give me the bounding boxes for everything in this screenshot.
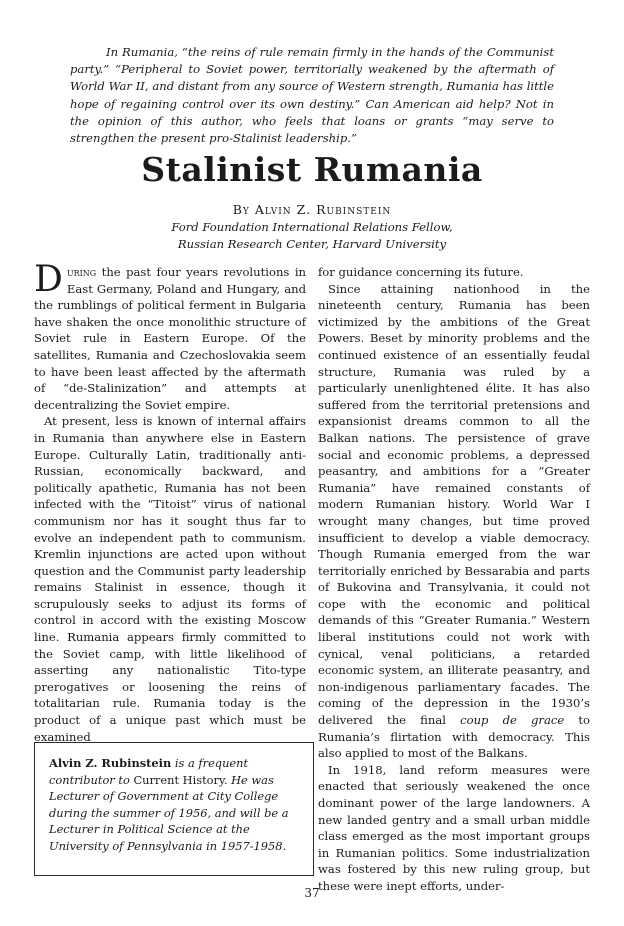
paragraph-3-italic: coup de grace [460, 713, 565, 728]
paragraph-3-text-b: to Rumania’s flirtation with democracy. This also applied to most of the Balkans. [318, 713, 590, 761]
author-byline: By Alvin Z. Rubinstein [232, 202, 392, 217]
intro-summary [70, 44, 554, 147]
author-affiliation [0, 219, 624, 253]
bio-text-2: He was Lecturer of Government at City College during the summer of 1956, and will be a Lecturer in Political Science at the University of Pennsylvania in 1957-1958. [49, 772, 289, 853]
right-column [318, 264, 590, 895]
intro-text: In Rumania, “the reins of rule remain firmly in the hands of the Communist party.” “Peripheral to Soviet power, territorially weakened by the aftermath of World War II, and distant from any source of Western strength, Rumania has little hope of regaining control over its own destiny.” Can American aid help? Not in the opinion of this author, who feels that loans or grants “may serve to strengthen the present pro-Stalinist leadership.” [70, 45, 554, 146]
paragraph-2: At present, less is known of internal affairs in Rumania than anywhere else in Eastern Europe. Culturally Latin, traditionally anti-Russian, economically backward, and politically apathetic, Rumania has not been infected with the “Titoist” virus of national communism nor has it sought thus far to evolve an independent path to communism. Kremlin injunctions are acted upon without question and the Communist party leadership remains Stalinist in essence, though it scrupulously seeks to adjust its forms of control in accord with the existing Moscow line. Rumania appears firmly committed to the Soviet camp, with little likelihood of asserting any nationalistic Tito-type prerogatives or loosening the reins of totalitarian rule. Rumania today is the product of a unique past which must be examined [34, 414, 306, 744]
bio-magazine: Current History. [133, 772, 228, 787]
bio-author-name: Alvin Z. Rubinstein [49, 756, 172, 770]
paragraph-1-smallcaps: uring [66, 265, 97, 279]
paragraph-1-text: the past four years revolutions in East Germany, Poland and Hungary, and the rumblings of political ferment in Bulgaria have shaken the once monolithic structure of Soviet rule in Eastern Europe. Of the satellites, Rumania and Czechoslovakia seem to have been least affected by the aftermath of “de-Stalinization” and attempts at decentralizing the Soviet empire. [34, 265, 306, 412]
author-bio-box [34, 742, 314, 876]
article-title: Stalinist Rumania [141, 150, 483, 189]
paragraph-3-text-a: Since attaining nationhood in the nineteenth century, Rumania has been victimized by the ambitions of the Great Powers. Beset by minority problems and the continued existence of an essentially feudal structure, Rumania was ruled by a particularly unenlightened élite. It has also suffered from the territorial pretensions and expansionist dreams common to all the Balkan nations. The persistence of grave social and economic problems, a depressed peasantry, and ambitions for a “Greater Rumania” have remained constants of modern Rumanian history. World War I wrought many changes, but time proved insufficient to develop a viable democracy. Though Rumania emerged from the war territorially enriched by Bessarabia and parts of Bukovina and Transylvania, it could not cope with the economic and political demands of this “Greater Rumania.” Western liberal institutions could not work with cynical, venal politicians, a retarded economic system, an illiterate peasantry, and non-indigenous parliamentary facades. The coming of the depression in the 1930’s delivered the final [318, 281, 590, 728]
paragraph-1 [34, 259, 306, 413]
affiliation-line-1: Ford Foundation International Relations Fellow, [171, 220, 453, 234]
page-number: 37 [304, 886, 320, 900]
byline [0, 202, 624, 217]
affiliation-line-2: Russian Research Center, Harvard University [177, 237, 447, 251]
continuation-line: for guidance concerning its future. [318, 265, 524, 279]
paragraph-4: In 1918, land reform measures were enacted that seriously weakened the once dominant power of the large landowners. A new landed gentry and a small urban middle class emerged as the most important groups in Rumanian politics. Some industrialization was fostered by this new ruling group, but these were inept efforts, under- [318, 762, 590, 893]
bio-text-1: is a frequent contributor to [49, 756, 249, 787]
paragraph-3 [318, 281, 590, 762]
left-column [34, 259, 306, 745]
drop-cap: D [34, 259, 63, 300]
